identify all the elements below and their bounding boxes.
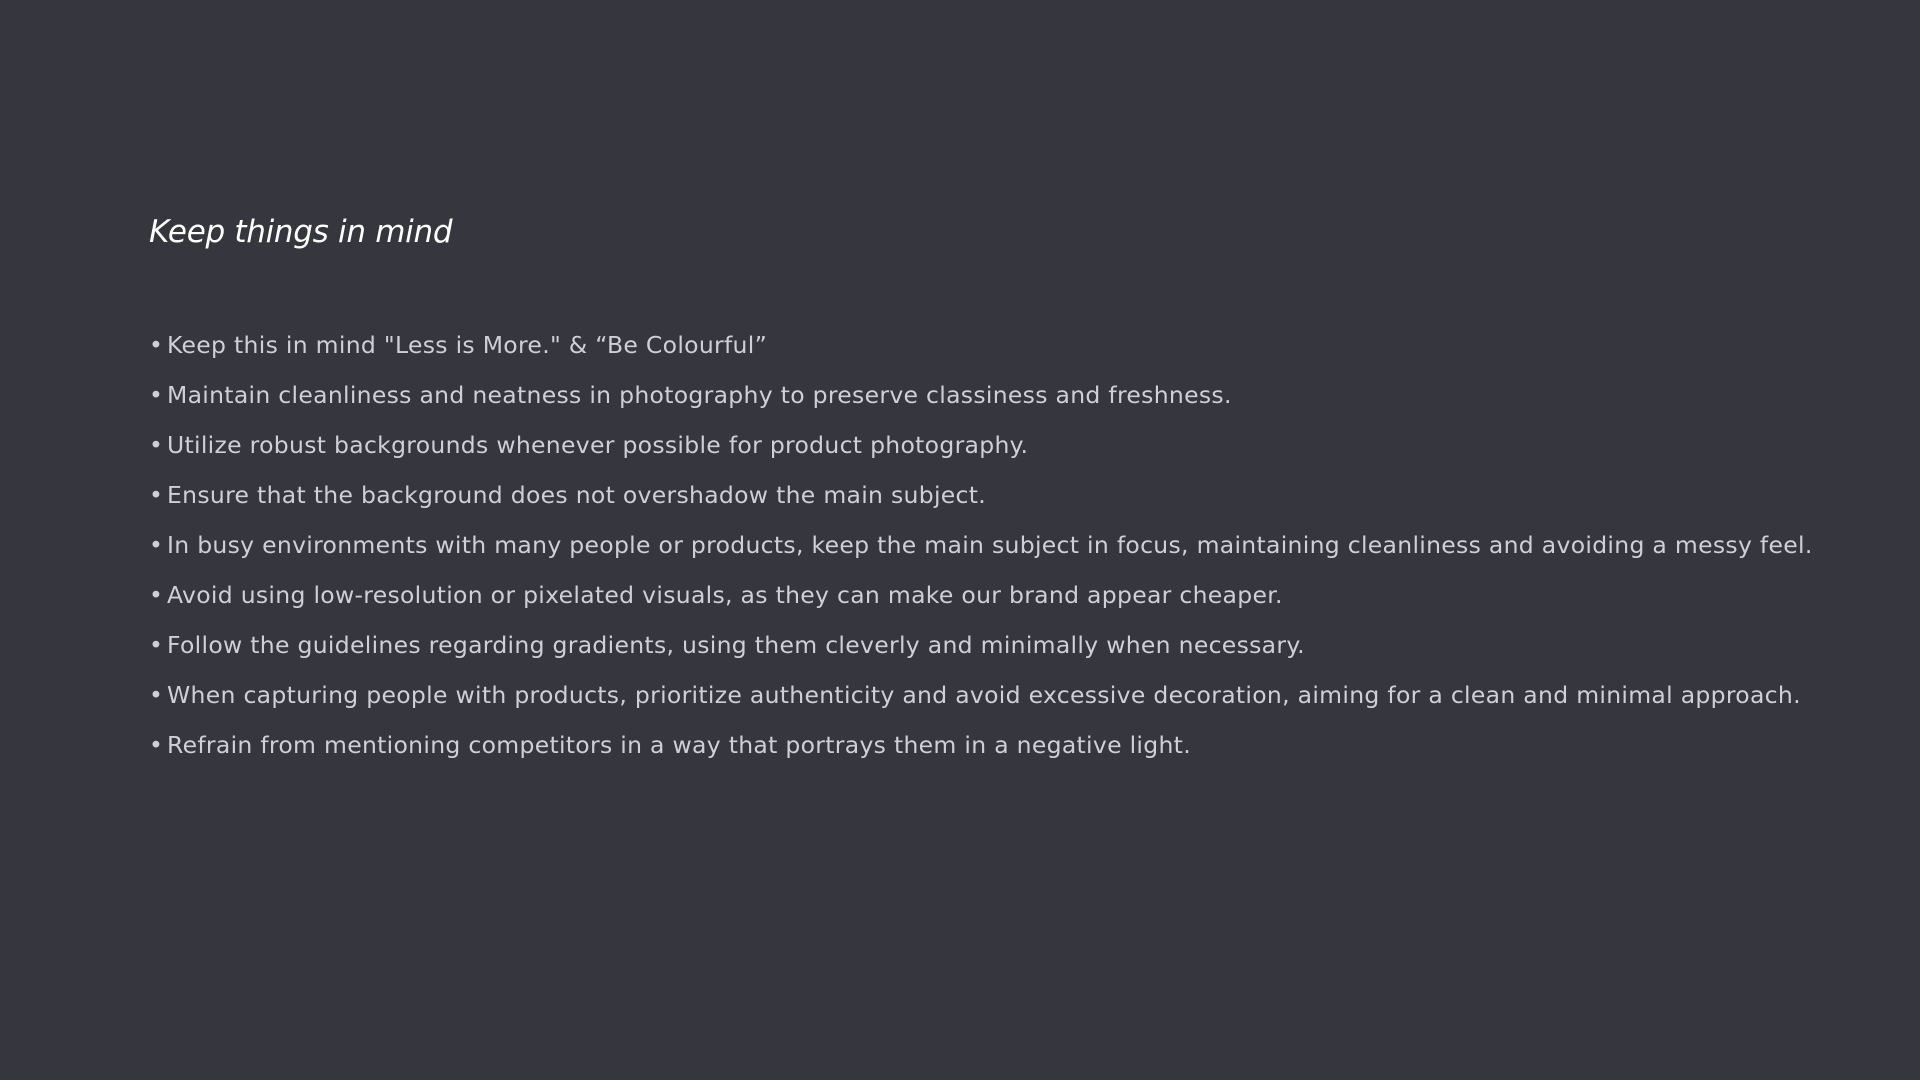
guideline-list [149,320,1889,770]
list-item [149,520,1889,570]
bullet-icon: • [149,681,164,709]
bullet-icon: • [149,581,164,609]
list-item-text: Avoid using low-resolution or pixelated visuals, as they can make our brand appear cheaper. [167,581,1283,609]
bullet-icon: • [149,631,164,659]
list-item-text: When capturing people with products, prioritize authenticity and avoid excessive decoration, aiming for a clean and minimal approach. [167,681,1801,709]
bullet-icon: • [149,481,164,509]
bullet-icon: • [149,381,164,409]
slide-heading: Keep things in mind [149,214,453,250]
list-item-text: Ensure that the background does not overshadow the main subject. [167,481,987,509]
list-item [149,720,1889,770]
list-item-text: Follow the guidelines regarding gradients, using them cleverly and minimally when necessary. [167,631,1305,659]
bullet-icon: • [149,331,164,359]
list-item [149,320,1889,370]
list-item-text: In busy environments with many people or products, keep the main subject in focus, maintaining cleanliness and avoiding a messy feel. [167,531,1813,559]
list-item-text: Utilize robust backgrounds whenever possible for product photography. [167,431,1029,459]
list-item-text: Refrain from mentioning competitors in a way that portrays them in a negative light. [167,731,1191,759]
list-item [149,370,1889,420]
list-item [149,470,1889,520]
list-item [149,670,1889,720]
list-item-text: Keep this in mind "Less is More." & “Be Colourful” [167,331,768,359]
bullet-icon: • [149,731,164,759]
list-item [149,570,1889,620]
list-item [149,620,1889,670]
list-item [149,420,1889,470]
bullet-icon: • [149,531,164,559]
bullet-icon: • [149,431,164,459]
list-item-text: Maintain cleanliness and neatness in photography to preserve classiness and freshness. [167,381,1232,409]
